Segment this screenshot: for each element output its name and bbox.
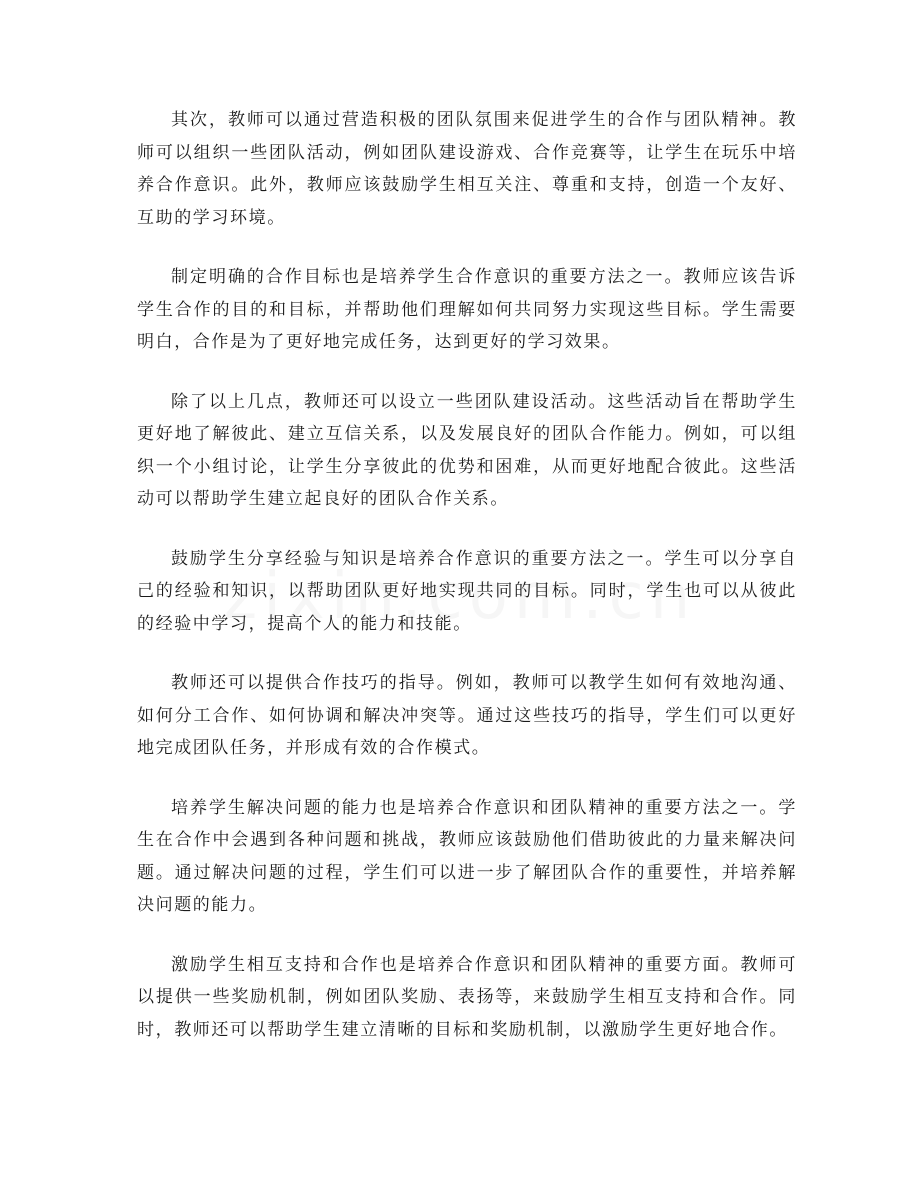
paragraph-7: 激励学生相互支持和合作也是培养合作意识和团队精神的重要方面。教师可以提供一些奖励机制，例如团队奖励、表扬等，来鼓励学生相互支持和合作。同时，教师还可以帮助学生建立清晰的目标和奖励机制，以激励学生更好地合作。 xyxy=(137,954,797,1040)
paragraph-1: 其次，教师可以通过营造积极的团队氛围来促进学生的合作与团队精神。教师可以组织一些团队活动，例如团队建设游戏、合作竞赛等，让学生在玩乐中培养合作意识。此外，教师应该鼓励学生相互关注、尊重和支持，创造一个友好、互助的学习环境。 xyxy=(137,110,797,228)
paragraph-2: 制定明确的合作目标也是培养学生合作意识的重要方法之一。教师应该告诉学生合作的目的和目标，并帮助他们理解如何共同努力实现这些目标。学生需要明白，合作是为了更好地完成任务，达到更好的学习效果。 xyxy=(137,267,797,352)
paragraph-6: 培养学生解决问题的能力也是培养合作意识和团队精神的重要方法之一。学生在合作中会遇到各种问题和挑战，教师应该鼓励他们借助彼此的力量来解决问题。通过解决问题的过程，学生们可以进一步了解团队合作的重要性，并培养解决问题的能力。 xyxy=(137,797,797,915)
document-body xyxy=(137,104,797,1073)
paragraph-4: 鼓励学生分享经验与知识是培养合作意识的重要方法之一。学生可以分享自己的经验和知识，以帮助团队更好地实现共同的目标。同时，学生也可以从彼此的经验中学习，提高个人的能力和技能。 xyxy=(137,548,797,634)
paragraph-3: 除了以上几点，教师还可以设立一些团队建设活动。这些活动旨在帮助学生更好地了解彼此、建立互信关系，以及发展良好的团队合作能力。例如，可以组织一个小组讨论，让学生分享彼此的优势和困难，从而更好地配合彼此。这些活动可以帮助学生建立起良好的团队合作关系。 xyxy=(137,391,797,509)
paragraph-5: 教师还可以提供合作技巧的指导。例如，教师可以教学生如何有效地沟通、如何分工合作、如何协调和解决冲突等。通过这些技巧的指导，学生们可以更好地完成团队任务，并形成有效的合作模式。 xyxy=(137,673,797,758)
